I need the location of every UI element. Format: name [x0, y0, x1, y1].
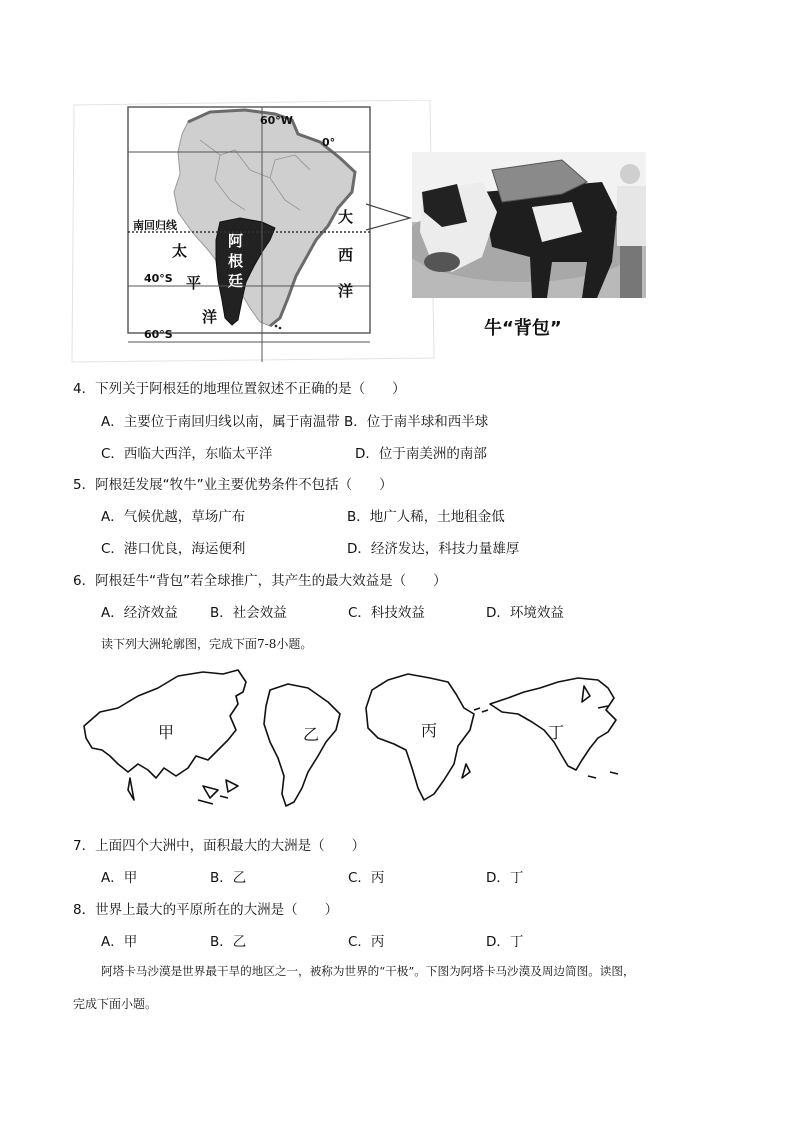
question-6-stem: 6．阿根廷牛“背包”若全球推广，其产生的最大效益是（ ） — [73, 573, 447, 589]
argentina-char-1: 阿 — [228, 232, 244, 250]
continent-label-bing: 丙 — [421, 721, 438, 740]
equator-label: 0° — [322, 136, 336, 149]
question-8-option-b: B．乙 — [210, 934, 247, 950]
question-6-option-d: D．环境效益 — [486, 605, 564, 621]
pacific-char-3: 洋 — [202, 308, 218, 326]
south-america-map — [70, 100, 435, 365]
continent-bing-outline — [366, 674, 474, 800]
continent-label-ding: 丁 — [548, 723, 565, 742]
question-8-stem: 8．世界上最大的平原所在的大洲是（ ） — [73, 902, 339, 918]
question-5-option-b: B．地广人稀，土地租金低 — [347, 509, 505, 525]
continent-yi-outline — [264, 684, 340, 806]
question-6-option-a: A．经济效益 — [101, 605, 178, 621]
continent-outlines-figure — [78, 668, 628, 814]
intro-atacama-line-1: 阿塔卡马沙漠是世界最干旱的地区之一，被称为世界的“干极”。下图为阿塔卡马沙漠及周边简图。读图， — [101, 964, 635, 978]
intro-atacama-line-2: 完成下面小题。 — [73, 997, 158, 1011]
lat60-label: 60°S — [144, 328, 173, 341]
question-7-option-c: C．丙 — [348, 870, 385, 886]
lat40-label: 40°S — [144, 272, 173, 285]
question-6-option-b: B．社会效益 — [210, 605, 287, 621]
question-7-option-b: B．乙 — [210, 870, 247, 886]
question-4-option-a: A．主要位于南回归线以南，属于南温带 B．位于南半球和西半球 — [101, 414, 489, 430]
question-8-option-a: A．甲 — [101, 934, 138, 950]
question-4-option-d: D．位于南美洲的南部 — [355, 446, 487, 462]
south-america-map-figure — [70, 100, 435, 365]
question-8-option-d: D．丁 — [486, 934, 524, 950]
atlantic-char-2: 西 — [338, 246, 354, 264]
question-8-option-c: C．丙 — [348, 934, 385, 950]
atlantic-char-1: 大 — [338, 208, 354, 226]
continent-label-jia: 甲 — [158, 723, 175, 742]
cow-backpack-photo — [412, 152, 646, 298]
question-7-option-a: A．甲 — [101, 870, 138, 886]
question-5-stem: 5．阿根廷发展“牧牛”业主要优势条件不包括（ ） — [73, 477, 393, 493]
argentina-char-2: 根 — [228, 252, 244, 270]
question-5-option-d: D．经济发达，科技力量雄厚 — [347, 541, 520, 557]
intro-7-8: 读下列大洲轮廓图，完成下面7-8小题。 — [101, 637, 313, 651]
continent-label-yi: 乙 — [303, 725, 320, 744]
question-4-stem: 4．下列关于阿根廷的地理位置叙述不正确的是（ ） — [73, 381, 406, 397]
pacific-char-1: 太 — [172, 242, 188, 260]
cow-photo-drawing — [412, 152, 646, 298]
argentina-char-3: 廷 — [228, 272, 244, 290]
question-6-option-c: C．科技效益 — [348, 605, 425, 621]
question-5-option-c: C．港口优良，海运便利 — [101, 541, 246, 557]
pacific-char-2: 平 — [186, 274, 202, 292]
photo-caption: 牛“背包” — [484, 318, 562, 339]
question-4-option-c: C．西临大西洋，东临太平洋 — [101, 446, 273, 462]
longitude-label: 60°W — [260, 114, 293, 127]
question-7-option-d: D．丁 — [486, 870, 524, 886]
tropic-label: 南回归线 — [133, 219, 177, 232]
atlantic-char-3: 洋 — [338, 282, 354, 300]
question-7-stem: 7．上面四个大洲中，面积最大的大洲是（ ） — [73, 838, 366, 854]
question-5-option-a: A．气候优越，草场广布 — [101, 509, 246, 525]
